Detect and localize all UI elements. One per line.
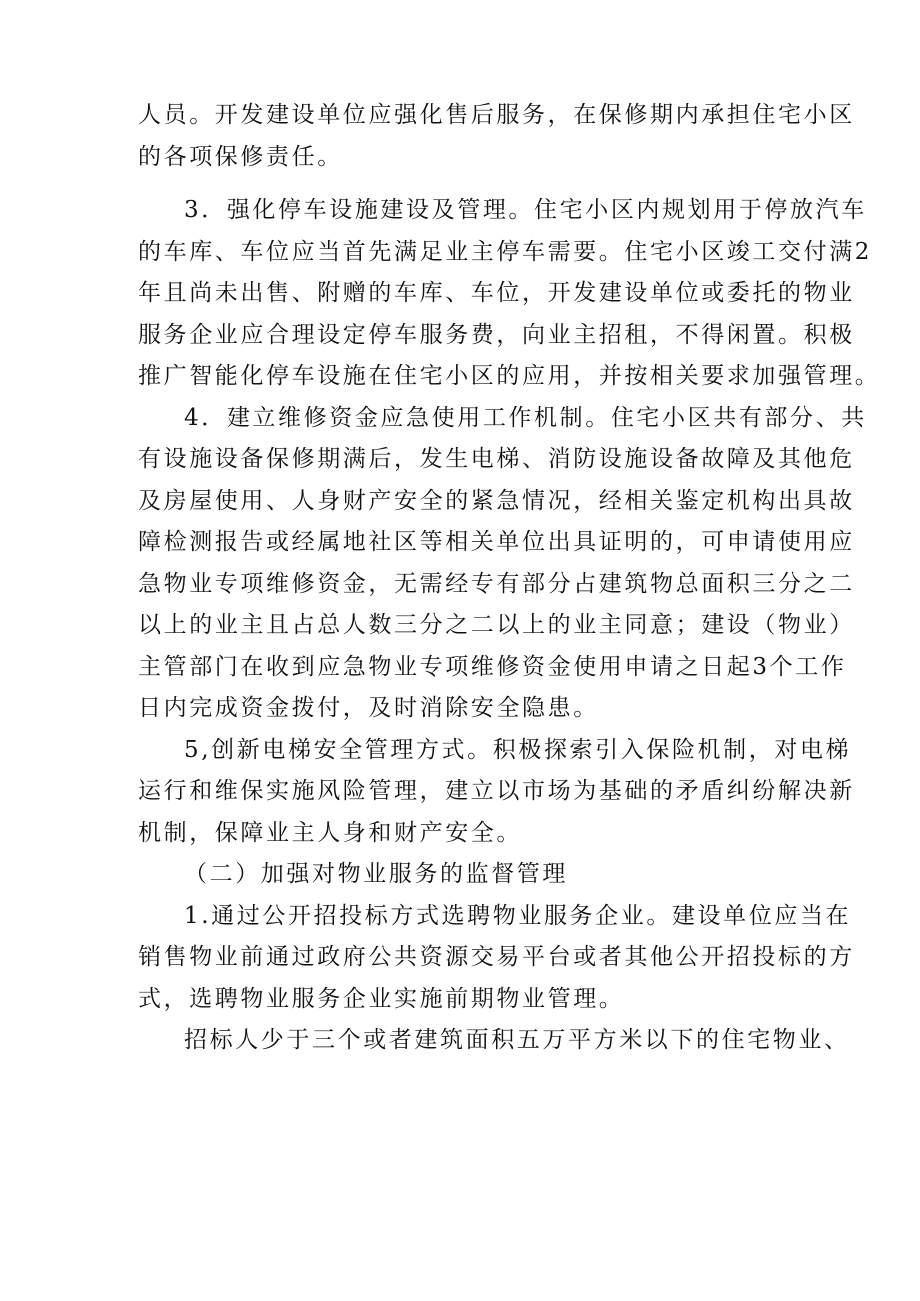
- paragraph-line: 推广智能化停车设施在住宅小区的应用，并按相关要求加强管理。: [138, 363, 881, 389]
- paragraph-line: 运行和维保实施风险管理，建立以市场为基础的矛盾纠纷解决新: [138, 778, 855, 804]
- paragraph-line: 1.通过公开招投标方式选聘物业服务企业。建设单位应当在: [184, 902, 852, 929]
- document-body: [138, 95, 881, 1062]
- paragraph-line: 5,创新电梯安全管理方式。积极探索引入保险机制，对电梯: [184, 736, 852, 763]
- paragraph-line: 3．强化停车设施建设及管理。住宅小区内规划用于停放汽车: [184, 197, 867, 223]
- paragraph-line: 障检测报告或经属地社区等相关单位出具证明的，可申请使用应: [138, 529, 855, 555]
- paragraph-line: 式，选聘物业服务企业实施前期物业管理。: [138, 985, 625, 1012]
- paragraph-line: 销售物业前通过政府公共资源交易平台或者其他公开招投标的方: [138, 944, 855, 970]
- paragraph-line: 服务企业应合理设定停车服务费，向业主招租，不得闲置。积极: [138, 321, 855, 348]
- paragraph-line: 4．建立维修资金应急使用工作机制。住宅小区共有部分、共: [184, 404, 867, 431]
- section-heading: （二）加强对物业服务的监督管理: [184, 861, 568, 887]
- paragraph-line: 招标人少于三个或者建筑面积五万平方米以下的住宅物业、: [184, 1027, 850, 1053]
- paragraph-line: 主管部门在收到应急物业专项维修资金使用申请之日起3个工作: [138, 653, 847, 680]
- paragraph-line: 有设施设备保修期满后，发生电梯、消防设施设备故障及其他危: [138, 446, 855, 472]
- paragraph-line: 的车库、车位应当首先满足业主停车需要。住宅小区竣工交付满2: [138, 238, 873, 265]
- paragraph-line: 以上的业主且占总人数三分之二以上的业主同意；建设（物业）: [138, 612, 855, 638]
- paragraph-line: 急物业专项维修资金，无需经专有部分占建筑物总面积三分之二: [138, 570, 855, 597]
- paragraph-line: 年且尚未出售、附赠的车库、车位，开发建设单位或委托的物业: [138, 280, 855, 306]
- paragraph-line: 人员。开发建设单位应强化售后服务，在保修期内承担住宅小区: [138, 102, 855, 128]
- paragraph-line: 日内完成资金拨付，及时消除安全隐患。: [138, 695, 599, 721]
- paragraph-line: 的各项保修责任。: [138, 143, 343, 170]
- paragraph-line: 及房屋使用、人身财产安全的紧急情况，经相关鉴定机构出具故: [138, 487, 855, 514]
- paragraph-line: 机制，保障业主人身和财产安全。: [138, 819, 522, 846]
